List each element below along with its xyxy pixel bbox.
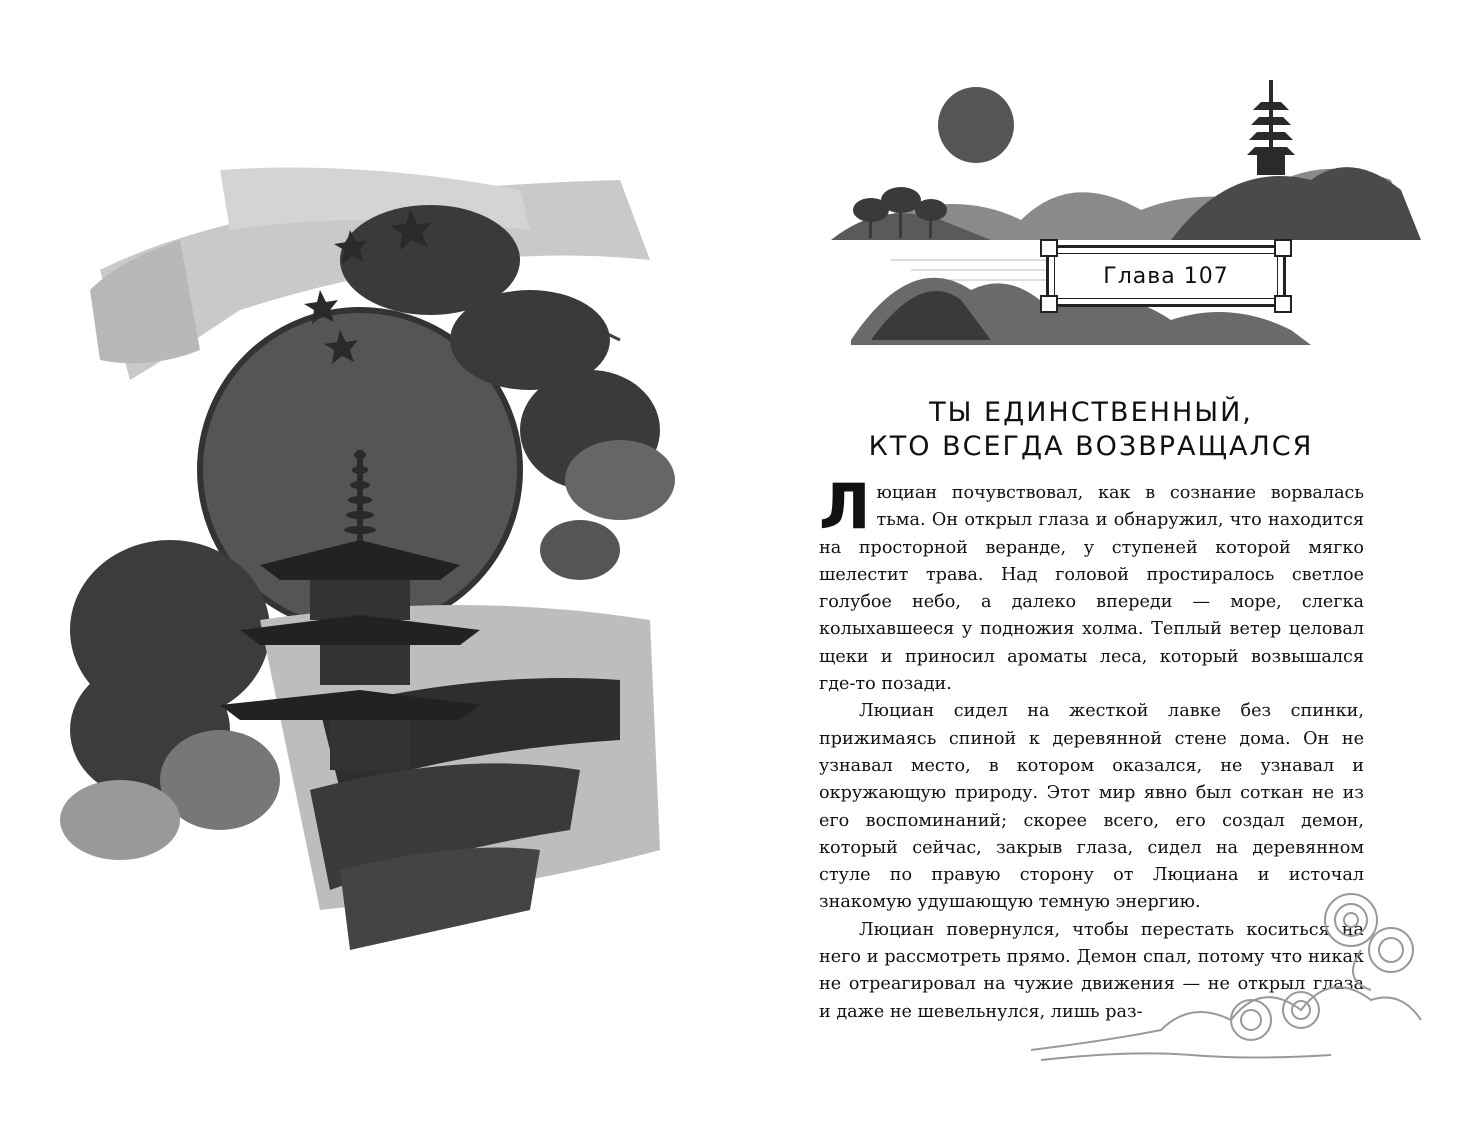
frame-corner-ornament xyxy=(1040,239,1058,257)
right-page xyxy=(731,0,1462,1125)
frame-corner-ornament xyxy=(1040,295,1058,313)
cloud-swirl-ornament xyxy=(1031,880,1431,1070)
chapter-number: Глава 107 xyxy=(1103,263,1229,289)
paragraph: Люциан повернулся, чтобы перестать коситься на него и рассмотреть прямо. Демон спал, потому что никак не отреагировал на чужие движения — не открыл глаза и даже не шевельнулся, лишь раз- xyxy=(819,919,1364,1022)
pagoda-moon-illustration xyxy=(60,150,680,970)
paragraph xyxy=(819,470,1364,698)
landscape-header-illustration xyxy=(791,70,1431,360)
chapter-number-frame xyxy=(1046,245,1286,307)
paragraph-text: юциан почувствовал, как в сознание ворвалась тьма. Он открыл глаза и обнаружил, что находится на просторной веранде, у ступеней которой мягко шелестит трава. Над головой простиралось светлое голубое небо, а далеко впереди — море, слегка колыхавшееся у подножия холма. Теплый ветер целовал щеки и приносил ароматы леса, который возвышался где-то позади. xyxy=(819,483,1364,695)
chapter-title-line-1: ТЫ ЕДИНСТВЕННЫЙ, xyxy=(929,397,1253,429)
paragraph: Люциан сидел на жесткой лавке без спинки, прижимаясь спиной к деревянной стене дома. Он не узнавал место, в котором оказался, не узнавал и окружающую природу. Этот мир явно был соткан не из его воспоминаний; скорее всего, его создал демон, который сейчас, закрыв глаза, сидел на деревянном стуле по правую сторону от Люциана и источал знакомую удушающую темную энергию. xyxy=(819,701,1364,913)
drop-cap: Л xyxy=(819,470,871,543)
frame-corner-ornament xyxy=(1274,239,1292,257)
frame-corner-ornament xyxy=(1274,295,1292,313)
chapter-title-line-2: КТО ВСЕГДА ВОЗВРАЩАЛСЯ xyxy=(868,431,1314,463)
chapter-title xyxy=(821,396,1361,464)
